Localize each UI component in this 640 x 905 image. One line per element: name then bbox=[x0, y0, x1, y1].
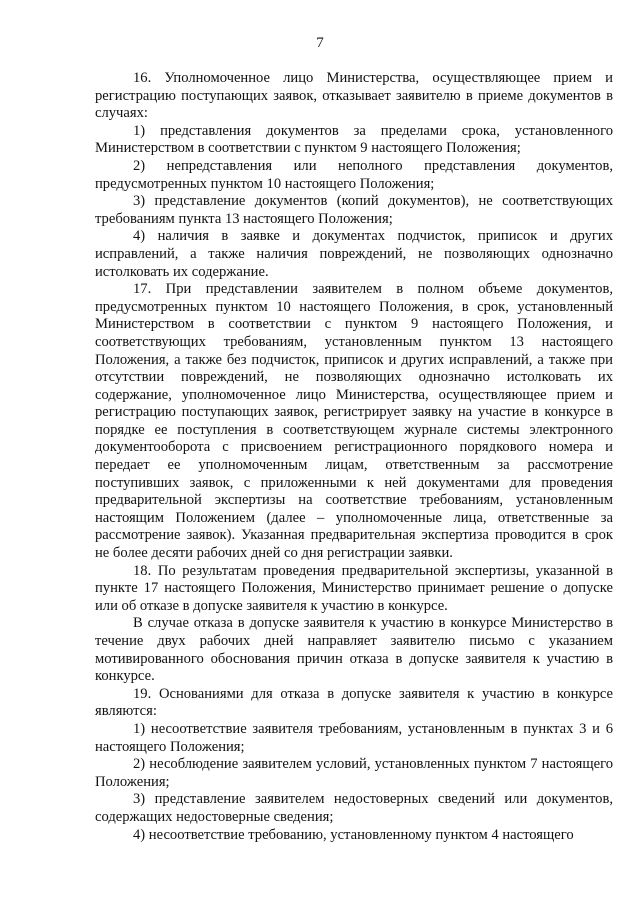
paragraph-17: 17. При представлении заявителем в полном объеме документов, предусмотренных пунктом 10 настоящего Положения, в срок, установленный Министерством в соответствии с пунктом 9 настоящего Положения, и соответствующих требованиям, установленным пунктом 13 настоящего Положения, а также без подчисток, приписок и других исправлений, а также при отсутствии повреждений, не позволяющих однозначно истолковать их содержание, уполномоченное лицо Министерства, осуществляющее прием и регистрацию поступающих заявок, регистрирует заявку на участие в конкурсе в порядке ее поступления в соответствующем журнале системы электронного документооборота с присвоением регистрационного порядкового номера и передает ее уполномоченным лицам, ответственным за рассмотрение поступивших заявок, с приложенными к ней документами для проведения предварительной экспертизы на соответствие требованиям, установленным настоящим Положением (далее – уполномоченные лица, ответственные за рассмотрение заявок). Указанная предварительная экспертиза проводится в срок не более десяти рабочих дней со дня регистрации заявки. bbox=[95, 281, 613, 562]
list-item-19-4: 4) несоответствие требованию, установленному пунктом 4 настоящего bbox=[133, 826, 574, 843]
list-item-16-2: 2) непредставления или неполного представления документов, предусмотренных пунктом 10 настоящего Положения; bbox=[95, 157, 613, 192]
list-item-19-3: 3) представление заявителем недостоверных сведений или документов, содержащих недостоверные сведения; bbox=[95, 791, 613, 825]
list-item-16-3: 3) представление документов (копий документов), не соответствующих требованиям пункта 13 настоящего Положения; bbox=[95, 193, 613, 227]
document-body bbox=[95, 70, 613, 844]
list-item-16-1: 1) представления документов за пределами срока, установленного Министерством в соответствии с пунктом 9 настоящего Положения; bbox=[95, 122, 613, 157]
page-number: 7 bbox=[316, 35, 324, 51]
paragraph-19: 19. Основаниями для отказа в допуске заявителя к участию в конкурсе являются: bbox=[95, 685, 613, 720]
paragraph-16: 16. Уполномоченное лицо Министерства, осуществляющее прием и регистрацию поступающих заявок, отказывает заявителю в приеме документов в случаях: bbox=[95, 70, 613, 122]
list-item-19-2: 2) несоблюдение заявителем условий, установленных пунктом 7 настоящего Положения; bbox=[95, 756, 613, 790]
paragraph-18-refusal: В случае отказа в допуске заявителя к участию в конкурсе Министерство в течение двух рабочих дней направляет заявителю письмо с указанием мотивированного обоснования причин отказа в допуске заявителя к участию в конкурсе. bbox=[95, 615, 613, 685]
list-item-16-4: 4) наличия в заявке и документах подчисток, приписок и других исправлений, а также наличия повреждений, не позволяющих однозначно истолковать их содержание. bbox=[95, 228, 613, 280]
paragraph-18: 18. По результатам проведения предварительной экспертизы, указанной в пункте 17 настоящего Положения, Министерство принимает решение о допуске или об отказе в допуске заявителя к участию в конкурсе. bbox=[95, 562, 613, 614]
list-item-19-1: 1) несоответствие заявителя требованиям, установленным в пунктах 3 и 6 настоящего Положения; bbox=[95, 720, 613, 755]
